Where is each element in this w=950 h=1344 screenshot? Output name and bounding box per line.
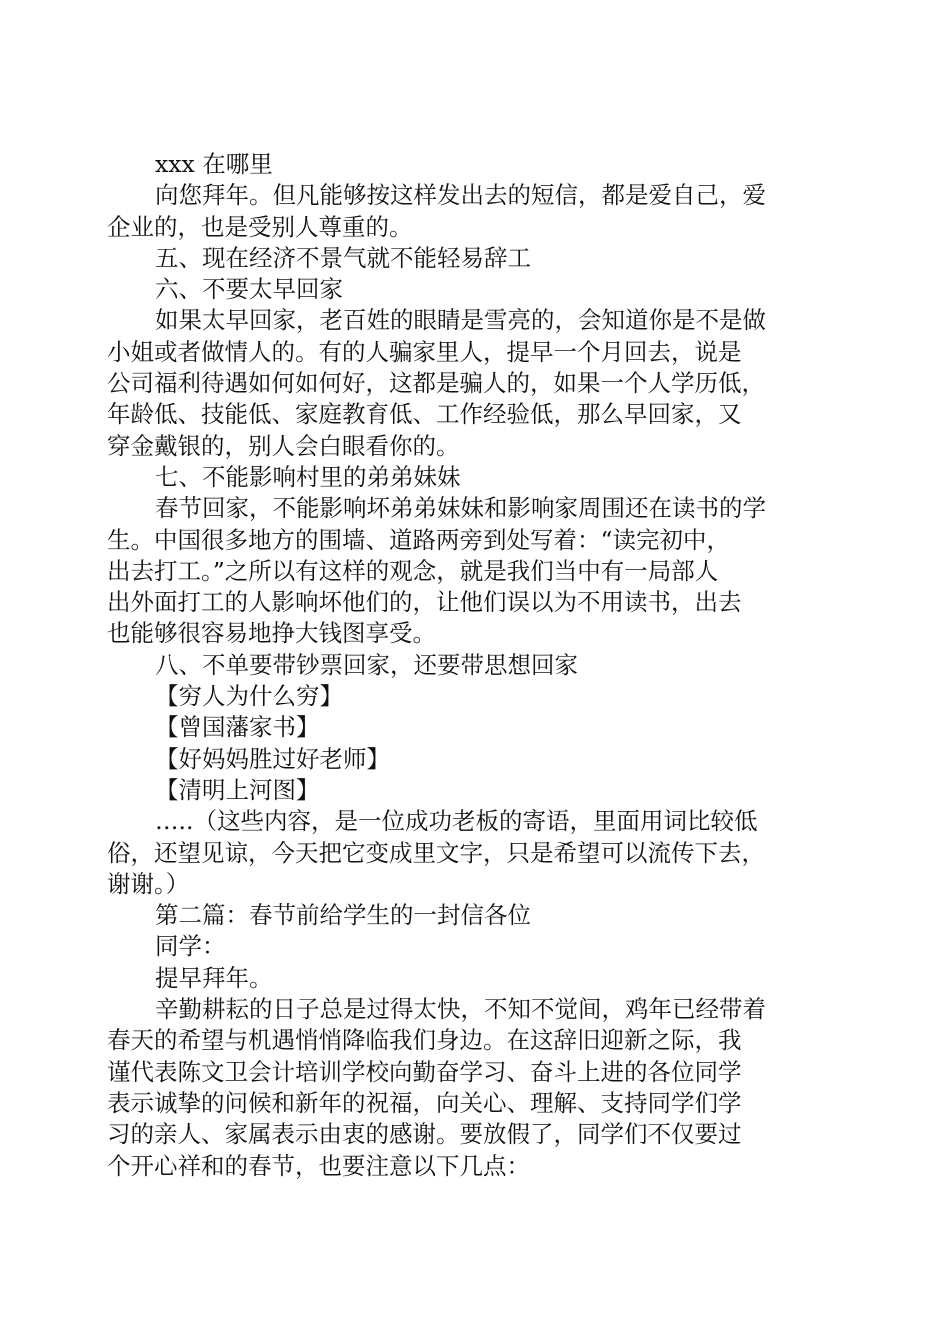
text-line: 辛勤耕耘的日子总是过得太快，不知不觉间，鸡年已经带着 [155, 995, 766, 1024]
paragraph [107, 462, 837, 493]
text-line: 谢谢。） [107, 869, 190, 898]
paragraph [107, 775, 837, 806]
paragraph [107, 712, 837, 743]
text-line: 穿金戴银的，别人会白眼看你的。 [107, 431, 460, 460]
text-line: 小姐或者做情人的。有的人骗家里人，提早一个月回去，说是 [107, 337, 742, 366]
text-line: 第二篇：春节前给学生的一封信各位 [155, 901, 531, 930]
text-line: 春天的希望与机遇悄悄降临我们身边。在这辞旧迎新之际，我 [107, 1026, 742, 1055]
text-line: 公司福利待遇如何如何好，这都是骗人的，如果一个人学历低， [107, 369, 765, 398]
paragraph [107, 744, 837, 775]
text-line: 向您拜年。但凡能够按这样发出去的短信，都是爱自己，爱 [155, 181, 766, 210]
text-line: 七、不能影响村里的弟弟妹妹 [155, 462, 461, 491]
text-line: 年龄低、技能低、家庭教育低、工作经验低，那么早回家，又 [107, 400, 742, 429]
text-line: …..（这些内容，是一位成功老板的寄语，里面用词比较低 [155, 807, 758, 836]
text-line: 习的亲人、家属表示由衷的感谢。要放假了，同学们不仅要过 [107, 1120, 742, 1149]
paragraph [107, 963, 837, 994]
paragraph [107, 305, 837, 461]
text-line: 企业的，也是受别人尊重的。 [107, 212, 413, 241]
text-line: 【清明上河图】 [155, 775, 320, 804]
paragraph [107, 994, 837, 1182]
text-line: 出外面打工的人影响坏他们的，让他们误以为不用读书，出去 [107, 588, 742, 617]
text-line: 生。中国很多地方的围墙、道路两旁到处写着：“读完初中， [107, 525, 731, 554]
text-line: 谨代表陈文卫会计培训学校向勤奋学习、奋斗上进的各位同学 [107, 1057, 742, 1086]
paragraph [107, 274, 837, 305]
text-line: 出去打工。”之所以有这样的观念，就是我们当中有一局部人 [107, 556, 719, 585]
paragraph [107, 900, 837, 931]
text-line: 提早拜年。 [155, 963, 273, 992]
paragraph [107, 806, 837, 900]
paragraph [107, 493, 837, 649]
document-body [107, 149, 837, 1182]
text-line: 【好妈妈胜过好老师】 [155, 744, 390, 773]
text-line: 也能够很容易地挣大钱图享受。 [107, 619, 436, 648]
text-line: 五、现在经济不景气就不能轻易辞工 [155, 243, 531, 272]
text-line: 【曾国藩家书】 [155, 713, 320, 742]
paragraph [107, 243, 837, 274]
paragraph [107, 650, 837, 681]
paragraph [107, 149, 837, 180]
paragraph [107, 681, 837, 712]
text-line: 同学： [155, 932, 226, 961]
text-line: 个开心祥和的春节，也要注意以下几点： [107, 1151, 530, 1180]
text-line: 表示诚挚的问候和新年的祝福，向关心、理解、支持同学们学 [107, 1088, 742, 1117]
text-line: 如果太早回家，老百姓的眼睛是雪亮的，会知道你是不是做 [155, 306, 766, 335]
text-line: 春节回家，不能影响坏弟弟妹妹和影响家周围还在读书的学 [155, 494, 766, 523]
text-line: 俗，还望见谅，今天把它变成里文字，只是希望可以流传下去， [107, 838, 765, 867]
text-line: 八、不单要带钞票回家，还要带思想回家 [155, 650, 578, 679]
text-line: xxx 在哪里 [155, 150, 273, 178]
paragraph [107, 931, 837, 962]
text-line: 【穷人为什么穷】 [155, 682, 343, 711]
text-line: 六、不要太早回家 [155, 275, 343, 304]
paragraph [107, 180, 837, 243]
